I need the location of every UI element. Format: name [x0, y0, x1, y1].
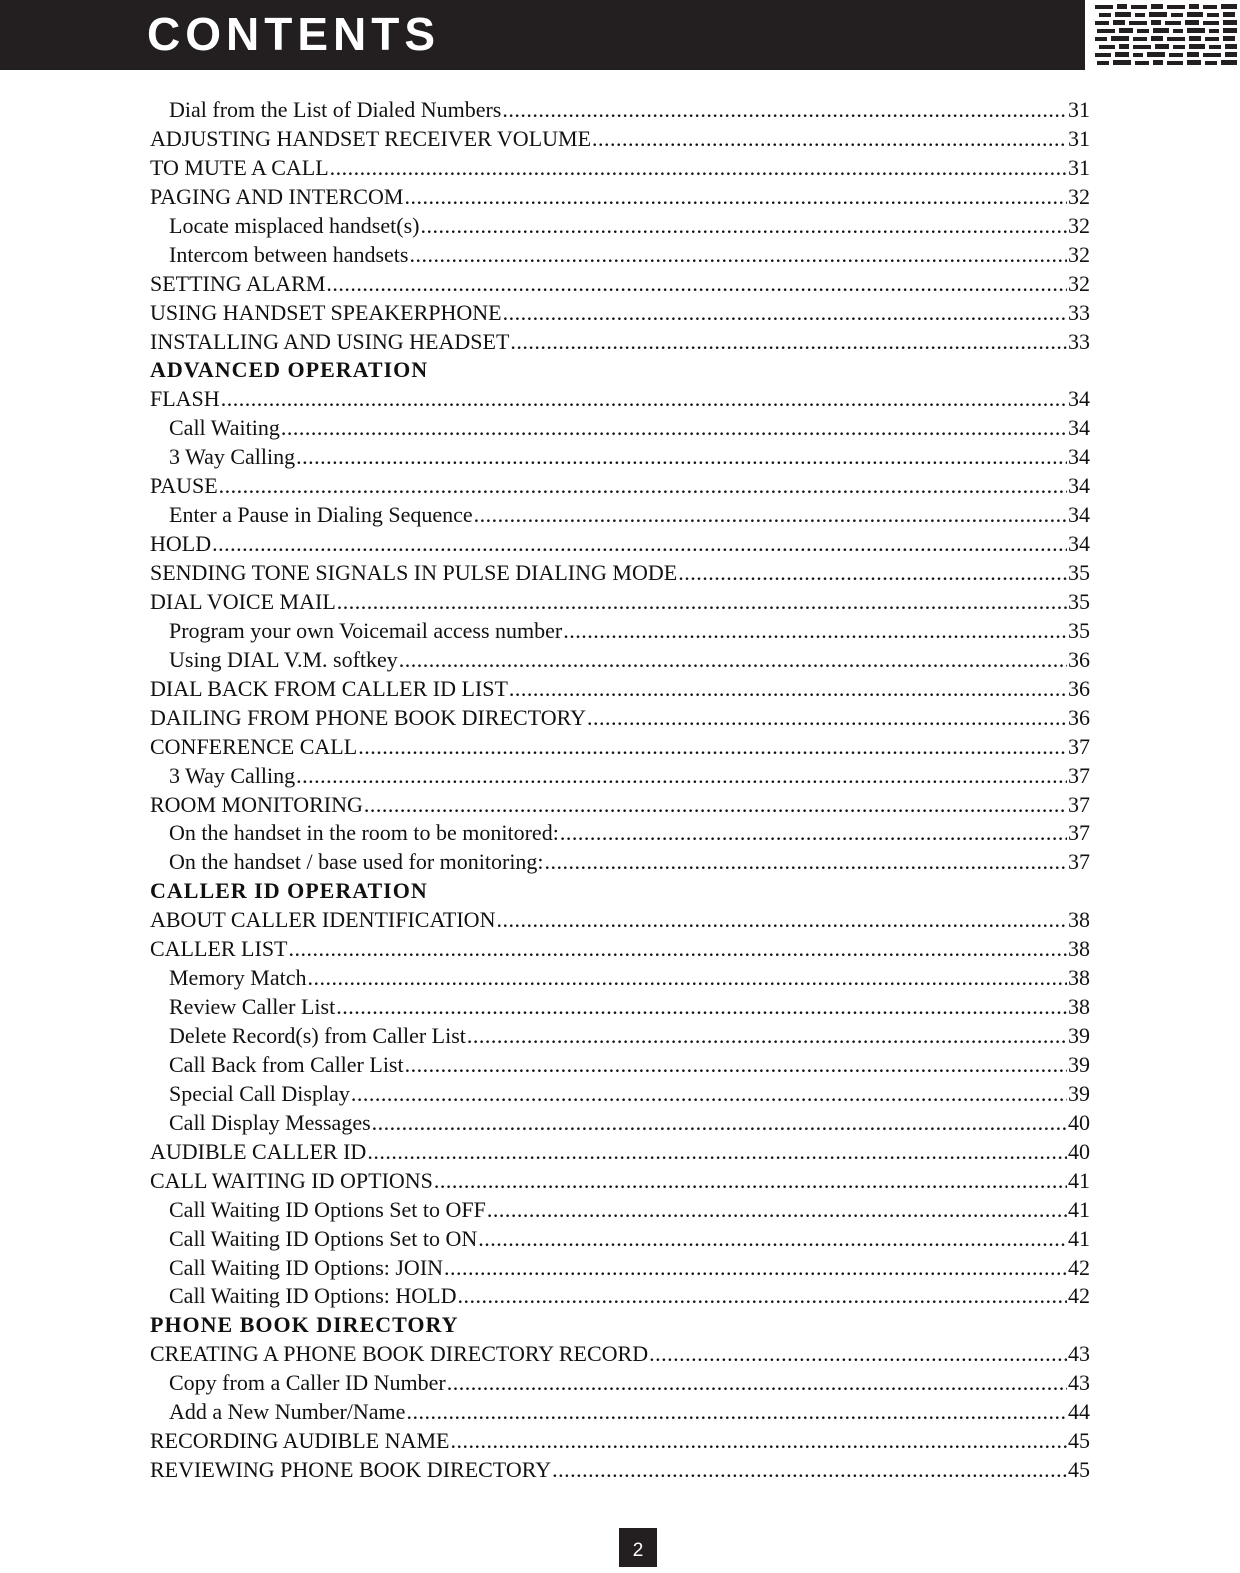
toc-entry[interactable]	[150, 1254, 1090, 1283]
dot-leader	[444, 1254, 1067, 1283]
toc-entry[interactable]	[150, 154, 1090, 183]
toc-entry-label: PAUSE	[150, 473, 218, 499]
toc-entry-label: Call Waiting ID Options Set to OFF	[169, 1196, 486, 1222]
toc-entry[interactable]	[150, 472, 1090, 501]
toc-page-number: 35	[1068, 617, 1090, 643]
toc-entry-label: REVIEWING PHONE BOOK DIRECTORY	[150, 1457, 552, 1483]
dot-leader	[367, 1138, 1067, 1167]
toc-page-number: 37	[1068, 849, 1090, 875]
toc-page-number: 36	[1068, 704, 1090, 730]
toc-entry[interactable]	[150, 906, 1090, 935]
toc-page-number: 43	[1068, 1370, 1090, 1396]
toc-entry[interactable]	[150, 559, 1090, 588]
dot-leader	[434, 1167, 1067, 1196]
toc-page-number: 38	[1068, 994, 1090, 1020]
toc-entry-label: CALLER LIST	[150, 936, 288, 962]
toc-entry-label: HOLD	[150, 531, 212, 557]
toc-section-heading	[150, 877, 1090, 906]
toc-page-number: 37	[1068, 791, 1090, 817]
toc-page-number: 32	[1068, 183, 1090, 209]
dot-leader	[552, 1456, 1067, 1485]
toc-entry-label: SENDING TONE SIGNALS IN PULSE DIALING MODE	[150, 560, 678, 585]
dot-leader	[404, 183, 1067, 212]
toc-page-number: 41	[1068, 1196, 1090, 1222]
dot-leader	[296, 762, 1067, 791]
toc-entry[interactable]	[150, 1282, 1090, 1311]
toc-section-heading	[150, 1311, 1090, 1340]
dot-leader	[545, 848, 1067, 877]
toc-entry[interactable]	[150, 414, 1090, 443]
dot-leader	[409, 241, 1067, 270]
toc-entry-label: Enter a Pause in Dialing Sequence	[169, 502, 473, 528]
toc-page-number: 41	[1068, 1225, 1090, 1251]
toc-entry[interactable]	[150, 1138, 1090, 1167]
toc-entry-label: Call Back from Caller List	[169, 1051, 404, 1077]
dot-leader	[420, 212, 1067, 241]
dot-leader	[678, 559, 1067, 588]
toc-page-number: 35	[1068, 588, 1090, 614]
toc-entry[interactable]	[150, 646, 1090, 675]
toc-entry-label: PHONE BOOK DIRECTORY	[150, 1312, 459, 1338]
dot-leader	[509, 675, 1067, 704]
toc-section-heading	[150, 356, 1090, 385]
dot-leader	[326, 270, 1067, 299]
toc-entry-label: 3 Way Calling	[169, 444, 296, 470]
toc-page-number: 38	[1068, 907, 1090, 933]
toc-entry[interactable]	[150, 1225, 1090, 1254]
toc-entry-label: ADJUSTING HANDSET RECEIVER VOLUME	[150, 125, 592, 151]
toc-entry-label: FLASH	[150, 386, 220, 412]
dot-leader	[467, 1022, 1067, 1051]
dot-leader	[502, 96, 1067, 125]
toc-entry[interactable]	[150, 328, 1090, 357]
toc-entry-label: Add a New Number/Name	[169, 1399, 406, 1425]
toc-entry[interactable]	[150, 733, 1090, 762]
toc-page-number: 36	[1068, 675, 1090, 701]
dot-leader	[337, 588, 1067, 617]
toc-page-number: 33	[1068, 299, 1090, 325]
dot-leader	[496, 906, 1067, 935]
toc-entry[interactable]	[150, 96, 1090, 125]
dot-leader	[487, 1196, 1067, 1225]
toc-page-number: 43	[1068, 1341, 1090, 1367]
toc-entry[interactable]	[150, 848, 1090, 877]
toc-entry-label: On the handset in the room to be monitored:	[169, 820, 559, 846]
dot-leader	[447, 1369, 1067, 1398]
toc-entry[interactable]	[150, 241, 1090, 270]
toc-page-number: 36	[1068, 646, 1090, 672]
toc-entry-label: PAGING AND INTERCOM	[150, 183, 404, 209]
toc-page-number: 42	[1068, 1283, 1090, 1309]
toc-entry-label: Dial from the List of Dialed Numbers	[169, 97, 502, 122]
toc-page-number: 37	[1068, 762, 1090, 788]
dot-leader	[358, 733, 1067, 762]
dot-leader	[510, 328, 1067, 357]
toc-entry[interactable]	[150, 125, 1090, 154]
dot-leader	[307, 964, 1067, 993]
dot-leader	[399, 646, 1067, 675]
toc-entry-label: Call Waiting ID Options: HOLD	[169, 1283, 457, 1309]
brand-pattern-icon	[1093, 2, 1239, 70]
toc-page-number: 39	[1068, 1080, 1090, 1106]
toc-page-number: 33	[1068, 328, 1090, 354]
dot-leader	[296, 443, 1067, 472]
toc-entry-label: Memory Match	[169, 965, 307, 991]
dot-leader	[563, 617, 1067, 646]
toc-page-number: 44	[1068, 1399, 1090, 1425]
toc-entry[interactable]	[150, 1051, 1090, 1080]
toc-entry[interactable]	[150, 704, 1090, 733]
page-title: CONTENTS	[147, 8, 440, 60]
dot-leader	[560, 819, 1067, 848]
toc-entry[interactable]	[150, 1427, 1090, 1456]
toc-entry-label: TO MUTE A CALL	[150, 154, 329, 180]
toc-entry-label: Program your own Voicemail access number	[169, 617, 563, 643]
toc-entry-label: INSTALLING AND USING HEADSET	[150, 328, 510, 354]
dot-leader	[330, 154, 1067, 183]
toc-entry-label: 3 Way Calling	[169, 762, 296, 788]
toc-entry[interactable]	[150, 819, 1090, 848]
toc-page-number: 39	[1068, 1023, 1090, 1048]
toc-entry[interactable]	[150, 212, 1090, 241]
toc-entry-label: Copy from a Caller ID Number	[169, 1370, 446, 1396]
toc-page-number: 40	[1068, 1109, 1090, 1135]
toc-page-number: 37	[1068, 733, 1090, 759]
toc-entry-label: DIAL VOICE MAIL	[150, 588, 336, 614]
toc-entry[interactable]	[150, 501, 1090, 530]
toc-page-number: 41	[1068, 1167, 1090, 1193]
toc-page-number: 38	[1068, 936, 1090, 962]
dot-leader	[336, 993, 1067, 1022]
dot-leader	[351, 1080, 1067, 1109]
dot-leader	[450, 1427, 1067, 1456]
toc-page-number: 32	[1068, 241, 1090, 267]
toc-entry-label: ADVANCED OPERATION	[150, 357, 429, 383]
dot-leader	[457, 1282, 1067, 1311]
dot-leader	[372, 1109, 1067, 1138]
toc-page-number: 40	[1068, 1138, 1090, 1164]
toc-entry[interactable]	[150, 1398, 1090, 1427]
toc-page-number: 37	[1068, 820, 1090, 846]
dot-leader	[212, 530, 1067, 559]
toc-entry[interactable]	[150, 1196, 1090, 1225]
toc-page-number: 42	[1068, 1254, 1090, 1280]
toc-entry-label: RECORDING AUDIBLE NAME	[150, 1428, 450, 1454]
toc-entry-label: DIAL BACK FROM CALLER ID LIST	[150, 675, 508, 701]
dot-leader	[587, 704, 1067, 733]
toc-entry[interactable]	[150, 1022, 1090, 1051]
toc-page-number: 35	[1068, 560, 1090, 585]
toc-entry-label: ROOM MONITORING	[150, 791, 363, 817]
toc-entry[interactable]	[150, 1109, 1090, 1138]
dot-leader	[503, 299, 1067, 328]
toc-entry-label: Delete Record(s) from Caller List	[169, 1023, 466, 1048]
dot-leader	[406, 1398, 1067, 1427]
toc-entry-label: CONFERENCE CALL	[150, 733, 358, 759]
dot-leader	[281, 414, 1067, 443]
toc-entry-label: CALL WAITING ID OPTIONS	[150, 1167, 433, 1193]
dot-leader	[405, 1051, 1067, 1080]
toc-entry-label: Call Waiting ID Options: JOIN	[169, 1254, 444, 1280]
toc-entry[interactable]	[150, 1167, 1090, 1196]
toc-entry-label: Review Caller List	[169, 994, 336, 1020]
toc-entry[interactable]	[150, 385, 1090, 414]
toc-entry-label: USING HANDSET SPEAKERPHONE	[150, 299, 502, 325]
toc-page-number: 39	[1068, 1051, 1090, 1077]
dot-leader	[289, 935, 1068, 964]
toc-entry-label: ABOUT CALLER IDENTIFICATION	[150, 907, 496, 933]
toc-entry[interactable]	[150, 270, 1090, 299]
toc-page-number: 31	[1068, 125, 1090, 151]
dot-leader	[221, 385, 1067, 414]
toc-page-number: 32	[1068, 212, 1090, 238]
toc-page-number: 34	[1068, 502, 1090, 528]
toc-entry[interactable]	[150, 791, 1090, 820]
toc-entry[interactable]	[150, 443, 1090, 472]
toc-page-number: 34	[1068, 444, 1090, 470]
toc-page-number: 31	[1068, 97, 1090, 122]
toc-entry[interactable]	[150, 617, 1090, 646]
toc-entry[interactable]	[150, 183, 1090, 212]
toc-entry[interactable]	[150, 588, 1090, 617]
toc-entry[interactable]	[150, 299, 1090, 328]
toc-entry-label: Intercom between handsets	[169, 241, 409, 267]
toc-entry[interactable]	[150, 1369, 1090, 1398]
dot-leader	[649, 1340, 1067, 1369]
toc-entry[interactable]	[150, 675, 1090, 704]
toc-entry-label: Locate misplaced handset(s)	[169, 212, 420, 238]
toc-entry-label: Call Waiting	[169, 415, 280, 441]
toc-page-number: 32	[1068, 270, 1090, 296]
toc-page-number: 34	[1068, 531, 1090, 557]
toc-entry[interactable]	[150, 993, 1090, 1022]
toc-entry-label: On the handset / base used for monitoring:	[169, 849, 544, 875]
toc-entry[interactable]	[150, 935, 1090, 964]
dot-leader	[592, 125, 1067, 154]
toc-entry-label: SETTING ALARM	[150, 270, 326, 296]
table-of-contents	[150, 96, 1090, 1485]
toc-entry-label: Special Call Display	[169, 1080, 350, 1106]
toc-entry-label: Call Display Messages	[169, 1109, 371, 1135]
toc-entry-label: Call Waiting ID Options Set to ON	[169, 1225, 478, 1251]
toc-page-number: 34	[1068, 415, 1090, 441]
dot-leader	[478, 1225, 1067, 1254]
toc-entry-label: AUDIBLE CALLER ID	[150, 1138, 367, 1164]
toc-entry-label: Using DIAL V.M. softkey	[169, 646, 398, 672]
toc-entry[interactable]	[150, 1340, 1090, 1369]
toc-entry[interactable]	[150, 1456, 1090, 1485]
toc-page-number: 38	[1068, 965, 1090, 991]
toc-entry-label: CREATING A PHONE BOOK DIRECTORY RECORD	[150, 1341, 649, 1367]
toc-page-number: 45	[1068, 1428, 1090, 1454]
toc-entry-label: CALLER ID OPERATION	[150, 878, 428, 904]
toc-page-number: 34	[1068, 473, 1090, 499]
page-number: 2	[619, 1528, 657, 1567]
toc-page-number: 31	[1068, 154, 1090, 180]
dot-leader	[364, 791, 1067, 820]
toc-entry[interactable]	[150, 762, 1090, 791]
dot-leader	[474, 501, 1067, 530]
toc-entry[interactable]	[150, 530, 1090, 559]
toc-entry[interactable]	[150, 1080, 1090, 1109]
toc-entry-label: DAILING FROM PHONE BOOK DIRECTORY	[150, 704, 586, 730]
toc-entry[interactable]	[150, 964, 1090, 993]
toc-page-number: 34	[1068, 386, 1090, 412]
toc-page-number: 45	[1068, 1457, 1090, 1483]
dot-leader	[219, 472, 1067, 501]
